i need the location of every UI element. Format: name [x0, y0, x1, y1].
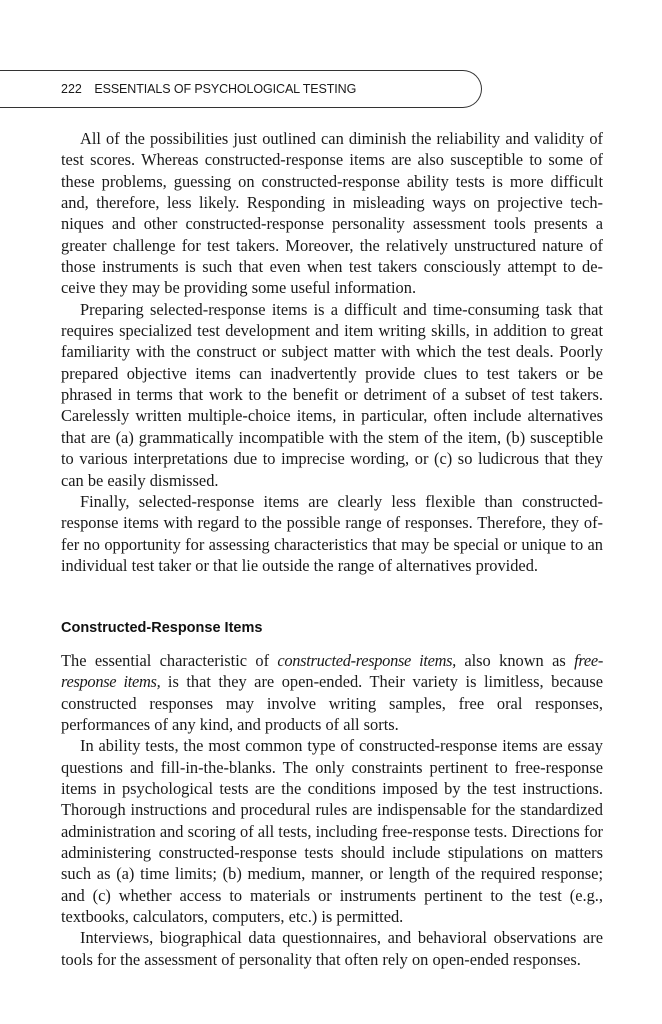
- body-text-section-2: [61, 650, 603, 970]
- paragraph: In ability tests, the most common type of constructed-response items are essay questions and fill-in-the-blanks. The only constraints pertinent to free-response items in psychological tests are the conditions imposed by the test instructions. Thorough instructions and procedural rules are indispensable for the standardized administration and scoring of all tests, including free-response tests. Directions for administering constructed-response tests should include stipulations on matters such as (a) time limits; (b) medium, manner, or length of the required response; and (c) whether access to materials or instruments pertinent to the test (e.g., textbooks, calculators, computers, etc.) is permitted.: [61, 736, 603, 927]
- body-text-section-1: [61, 128, 603, 576]
- page-number: 222: [61, 82, 82, 96]
- running-head: [61, 82, 356, 96]
- section-heading: Constructed-Response Items: [61, 620, 263, 636]
- running-title: ESSENTIALS OF PSYCHOLOGICAL TESTING: [94, 82, 357, 96]
- paragraph: All of the possibilities just outlined can diminish the reliability and validity of test scores. Whereas constructed-response items are also susceptible to some of these problems, guessing on constructed-response ability tests is more difficult and, therefore, less likely. Responding in misleading ways on projective techniques and other constructed-response personality assessment tools presents a greater challenge for test takers. Moreover, the relatively unstructured nature of those instruments is such that even when test takers consciously attempt to deceive they may be providing some useful information.: [61, 129, 603, 298]
- intro-text: The essential characteristic of: [61, 651, 278, 670]
- intro-paragraph: [61, 650, 603, 735]
- intro-text: is that they are open-ended. Their variety is limitless, because constructed responses may involve writing samples, free oral responses, performances of any kind, and products of all sorts.: [61, 672, 604, 735]
- paragraph: Finally, selected-response items are clearly less flexible than constructed-response items with regard to the possible range of responses. Therefore, they offer no opportunity for assessing characteristics that may be special or unique to an individual test taker or that lie outside the range of alternatives provided.: [61, 491, 603, 575]
- paragraph: Preparing selected-response items is a difficult and time-consuming task that requires specialized test development and item writing skills, in addition to great familiarity with the construct or subject matter with which the test deals. Poorly prepared objective items can inadvertently provide clues to test takers or be phrased in terms that work to the benefit or detriment of a subset of test takers. Carelessly written multiple-choice items, in particular, often include alternatives that are (a) grammatically incompatible with the stem of the item, (b) susceptible to various interpretations due to imprecise wording, or (c) so ludicrous that they can be easily dismissed.: [61, 299, 603, 490]
- intro-text: also known as: [455, 651, 575, 670]
- term-free-response: free-response items,: [61, 651, 603, 692]
- term-constructed-response: constructed-response items,: [277, 651, 456, 670]
- paragraph: Interviews, biographical data questionnaires, and behavioral observations are tools for the assessment of personality that often rely on open-ended responses.: [61, 928, 603, 969]
